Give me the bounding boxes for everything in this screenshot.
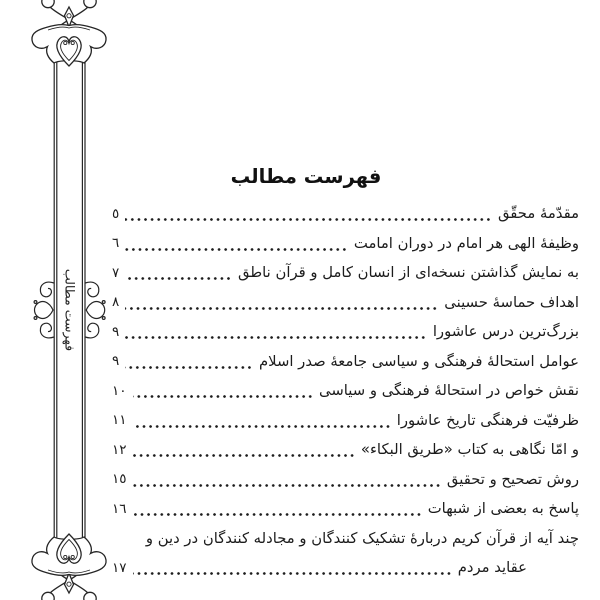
toc-entry-page-number: ١٠ — [112, 382, 127, 399]
toc-entry-page-number: ١١ — [112, 412, 127, 429]
toc-entry-page-number: ١٢ — [112, 441, 127, 458]
dot-leader — [133, 482, 441, 489]
toc-entry-page-number: ٨ — [112, 294, 120, 311]
toc-entry-title: بزرگ‌ترین درس عاشورا — [432, 323, 579, 341]
toc-entry-page-number: ١٦ — [112, 500, 127, 517]
dot-leader — [133, 452, 355, 459]
toc-entry — [112, 524, 579, 554]
border-ornament-bottom — [32, 534, 106, 600]
toc-entry — [112, 435, 579, 465]
toc-entry-title: روش تصحیح و تحقیق — [446, 470, 579, 488]
toc-entry-page-number: ١٧ — [112, 559, 127, 576]
toc-entry-title: مقدّمۀ محقّق — [497, 205, 579, 223]
toc-entry-page-number: ١٥ — [112, 471, 127, 488]
page-title: فهرست مطالب — [230, 165, 382, 188]
dot-leader — [125, 305, 438, 312]
toc-entry-title: و امّا نگاهی به کتاب «طریق البکاء» — [360, 441, 579, 459]
toc-entry — [112, 376, 579, 406]
toc-entry-title: به نمایش گذاشتن نسخه‌ای از انسان کامل و قرآن ناطق — [238, 264, 579, 282]
toc-entry-page-number: ٦ — [112, 235, 120, 252]
toc-entry-title: اهداف حماسۀ حسینی — [444, 293, 579, 311]
toc-entry-title: پاسخ به بعضی از شبهات — [427, 500, 579, 518]
toc-entry-title: نقش خواص در استحالۀ فرهنگی و سیاسی — [319, 382, 579, 400]
toc-entry — [112, 258, 579, 288]
sidebar-tab — [55, 260, 85, 360]
dot-leader — [125, 334, 427, 341]
dot-leader — [133, 423, 391, 430]
toc-entry-title: عقاید مردم — [457, 559, 527, 577]
toc-entry — [112, 406, 579, 436]
dot-leader — [125, 275, 232, 282]
dot-leader — [125, 364, 253, 371]
toc-entry-page-number: ٩ — [112, 353, 120, 370]
toc-entry — [112, 465, 579, 495]
toc-entry — [112, 494, 579, 524]
dot-leader — [125, 246, 348, 253]
toc-entry-page-number: ٥ — [112, 205, 120, 222]
toc-entry-page-number: ٩ — [112, 323, 120, 340]
toc-entry-title: ظرفیّت فرهنگی تاریخ عاشورا — [396, 411, 579, 429]
dot-leader — [133, 570, 452, 577]
dot-leader — [125, 216, 492, 223]
toc-entry — [112, 199, 579, 229]
border-ornament-middle-left — [34, 282, 54, 338]
border-ornament-middle-right — [85, 282, 105, 338]
toc-list — [112, 199, 579, 583]
dot-leader — [133, 511, 422, 518]
border-ornament-finial — [32, 0, 106, 66]
dot-leader — [133, 393, 314, 400]
toc-entry-title: چند آیه از قرآن کریم دربارۀ تشکیک کنندگان و مجادله کنندگان در دین و — [145, 529, 579, 547]
toc-entry-title: عوامل استحالۀ فرهنگی و سیاسی جامعۀ صدر اسلام — [258, 352, 579, 370]
toc-entry-page-number: ٧ — [112, 264, 120, 281]
toc-entry — [112, 317, 579, 347]
sidebar-tab-label: فهرست مطالب — [62, 268, 78, 352]
toc-entry — [112, 288, 579, 318]
toc-entry-title: وظیفۀ الهی هر امام در دوران امامت — [353, 234, 579, 252]
toc-entry — [112, 229, 579, 259]
toc-entry — [112, 347, 579, 377]
toc-entry — [112, 553, 579, 583]
